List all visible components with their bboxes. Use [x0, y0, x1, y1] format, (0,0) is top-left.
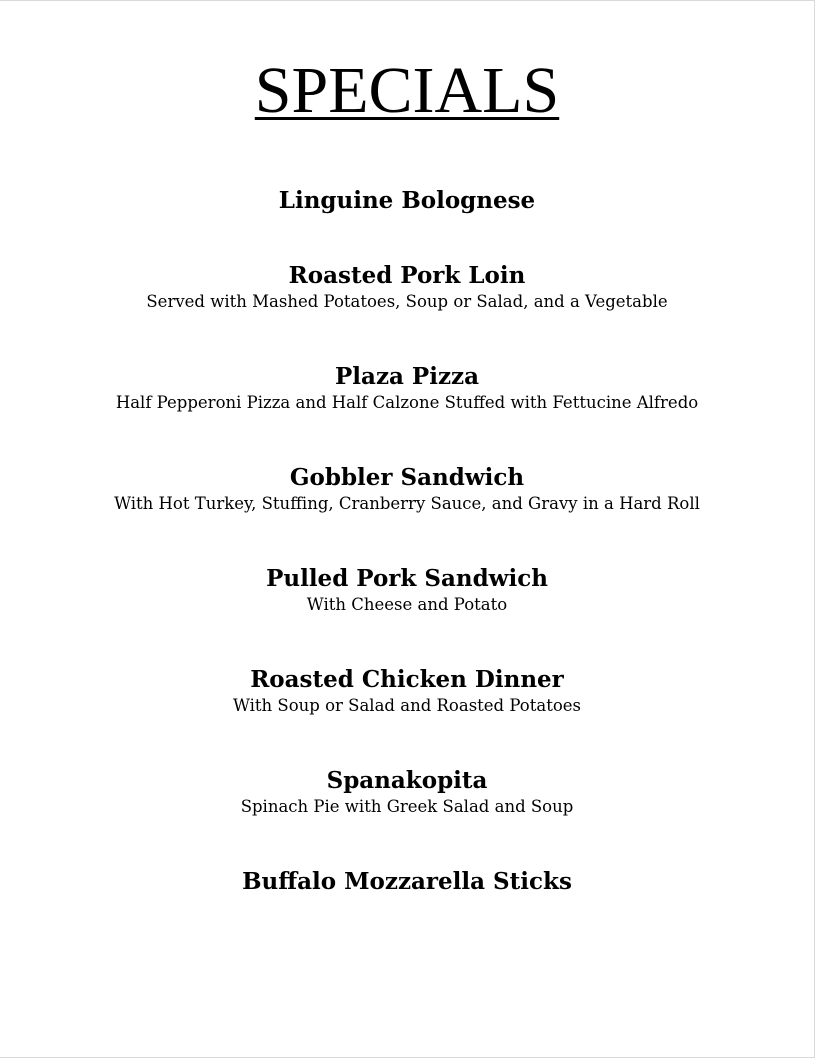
menu-item-description: With Hot Turkey, Stuffing, Cranberry Sauce, and Gravy in a Hard Roll [114, 494, 700, 513]
menu-item-name: Roasted Chicken Dinner [250, 666, 564, 693]
menu-item [0, 261, 814, 313]
menu-item-name: Buffalo Mozzarella Sticks [242, 868, 572, 895]
menu-item-description: With Soup or Salad and Roasted Potatoes [232, 696, 581, 715]
menu-item-description: Spinach Pie with Greek Salad and Soup [240, 797, 574, 816]
menu-item-name: Plaza Pizza [335, 363, 479, 390]
menu-item-description: Served with Mashed Potatoes, Soup or Salad, and a Vegetable [146, 292, 668, 311]
menu-item-description: With Cheese and Potato [306, 595, 508, 614]
menu-item [0, 665, 814, 717]
page-title: SPECIALS [254, 54, 560, 127]
menu-item-name: Spanakopita [326, 767, 488, 794]
menu-item-name: Gobbler Sandwich [289, 464, 525, 491]
menu-item [0, 463, 814, 515]
menu-item [0, 186, 814, 216]
menu-item [0, 564, 814, 616]
menu-item [0, 766, 814, 818]
menu-item-name: Pulled Pork Sandwich [266, 565, 548, 592]
menu-item-name: Linguine Bolognese [278, 187, 536, 214]
menu-item [0, 362, 814, 414]
menu-item-name: Roasted Pork Loin [288, 262, 526, 289]
menu-item [0, 867, 814, 897]
menu-item-description: Half Pepperoni Pizza and Half Calzone Stuffed with Fettucine Alfredo [115, 393, 699, 412]
